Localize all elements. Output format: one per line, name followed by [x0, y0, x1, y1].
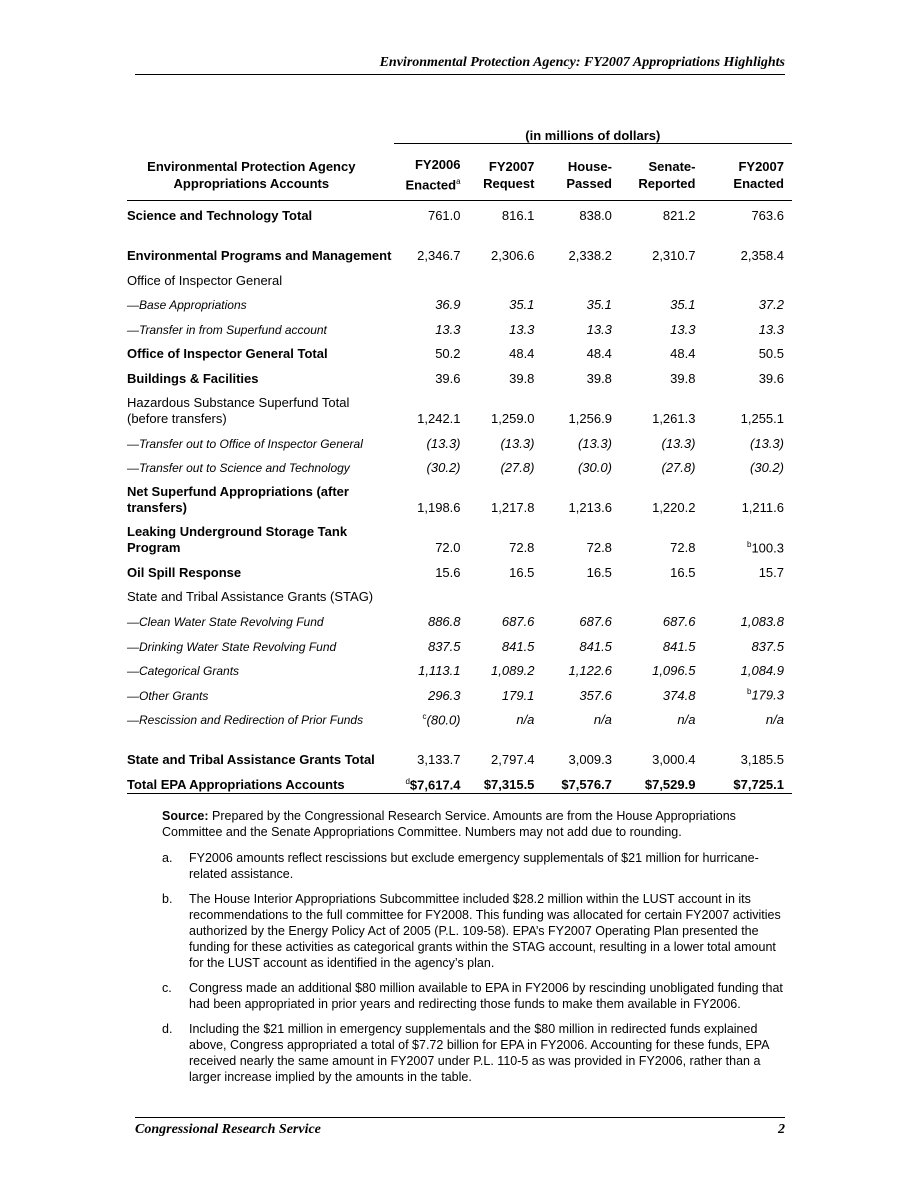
- cell-value: [394, 768, 461, 793]
- cell-value: [695, 362, 792, 387]
- cell-value: [695, 655, 792, 680]
- row-label: State and Tribal Assistance Grants Total: [127, 752, 375, 768]
- value-text: 36.9: [435, 297, 461, 313]
- value-text: (80.0): [426, 712, 461, 728]
- cell-value: [695, 605, 792, 630]
- value-text: (13.3): [750, 435, 784, 451]
- value-text: 687.6: [579, 613, 612, 629]
- value-text: n/a: [516, 712, 535, 728]
- cell-value: [461, 387, 535, 427]
- cell-value: [695, 452, 792, 477]
- cell-value: [461, 313, 535, 338]
- value-text: 2,310.7: [652, 248, 696, 263]
- value-text: 179.1: [501, 687, 535, 703]
- source-note: [162, 808, 788, 840]
- cell-value: [534, 728, 612, 768]
- row-label: Office of Inspector General Total: [127, 346, 328, 362]
- cell-value: [695, 224, 792, 264]
- value-text: 687.6: [501, 613, 535, 629]
- cell-value: [461, 338, 535, 363]
- row-label: Buildings & Facilities: [127, 370, 259, 386]
- value-text: 1,083.8: [740, 613, 784, 629]
- cell-value: [534, 581, 612, 606]
- value-text: 2,306.6: [491, 248, 535, 263]
- value-text: 15.6: [435, 564, 461, 580]
- cell-value: [461, 679, 535, 704]
- col-header-fy2006-enacted: FY2006 Enacted$^a$: [405, 157, 461, 193]
- page-footer: [135, 1117, 785, 1138]
- cell-value: [461, 704, 535, 729]
- value-text: $7,315.5: [483, 776, 535, 792]
- cell-value: [461, 427, 535, 452]
- row-label: —Categorical Grants: [127, 664, 240, 679]
- cell-value: [695, 516, 792, 556]
- cell-value: [461, 655, 535, 680]
- cell-value: [612, 476, 696, 516]
- cell-value: [695, 476, 792, 516]
- table-row: [127, 605, 792, 630]
- row-label: Net Superfund Appropriations (after transfers): [127, 484, 349, 516]
- footnote-b: b. The House Interior Appropriations Subcommittee included $28.2 million within the LUST account in its recommendations to the full committee for FY2008. This funding was allocated for certain FY2007 activities authorized by the Energy Policy Act of 2005 (P.L. 109-58). EPA’s FY2007 Operating Plan presented the funding for these activities as categorical grants within the STAG account, resulting in a lower total amount for the LUST account as identified in the agency’s plan.: [162, 892, 781, 970]
- value-text: 39.6: [758, 370, 784, 386]
- publisher: Congressional Research Service: [135, 1122, 321, 1137]
- value-text: 48.4: [670, 346, 696, 362]
- table-notes: [162, 808, 788, 1094]
- units-row: [127, 122, 792, 150]
- value-text: 13.3: [586, 321, 612, 337]
- col-header-account: Environmental Protection Agency Appropriations Accounts: [147, 159, 356, 191]
- value-text: 13.3: [509, 321, 535, 337]
- table-row: [127, 313, 792, 338]
- running-title: Environmental Protection Agency: FY2007 Appropriations Highlights: [379, 55, 785, 70]
- value-text: 3,000.4: [652, 752, 696, 768]
- column-header-row: [127, 150, 792, 201]
- value-text: (30.0): [577, 460, 612, 476]
- table-row: [127, 768, 792, 793]
- cell-value: [394, 679, 461, 704]
- value-text: 1,198.6: [417, 500, 461, 516]
- col-header-senate-reported: Senate-Reported: [638, 159, 696, 191]
- cell-value: [394, 556, 461, 581]
- value-text: 35.1: [509, 297, 535, 313]
- value-text: 1,122.6: [568, 663, 612, 679]
- value-text: 1,259.0: [491, 410, 535, 426]
- value-text: 48.4: [586, 346, 612, 362]
- cell-value: [695, 289, 792, 314]
- cell-value: [394, 728, 461, 768]
- cell-value: [394, 224, 461, 264]
- cell-value: [534, 704, 612, 729]
- value-text: 357.6: [579, 687, 612, 703]
- cell-value: [695, 768, 792, 793]
- cell-value: [612, 289, 696, 314]
- cell-value: [612, 516, 696, 556]
- value-text: (27.8): [500, 460, 535, 476]
- value-text: (13.3): [661, 435, 696, 451]
- value-text: 2,346.7: [417, 248, 461, 263]
- cell-value: [695, 679, 792, 704]
- value-text: 1,084.9: [740, 663, 784, 679]
- cell-value: [534, 362, 612, 387]
- footnote-d: d. Including the $21 million in emergency supplementals and the $80 million in redirected funds explained above, Congress appropriated a total of $7.72 billion for EPA in FY2006. Accounting for these funds, EPA received nearly the same amount in FY2007 under P.L. 110-5 as was provided in FY2006, rather than a larger increase implied by the amounts in the table.: [162, 1022, 769, 1084]
- cell-value: [534, 556, 612, 581]
- value-text: (13.3): [500, 435, 535, 451]
- col-header-fy2007-enacted: FY2007 Enacted: [733, 159, 784, 191]
- cell-value: [394, 313, 461, 338]
- cell-value: [534, 224, 612, 264]
- running-header: [135, 55, 785, 75]
- value-text: 1,113.1: [418, 663, 461, 679]
- value-text: 763.6: [751, 208, 784, 223]
- footnote-marker: b: [747, 539, 752, 549]
- table-row: [127, 387, 792, 427]
- cell-value: [394, 605, 461, 630]
- table-body: [127, 201, 792, 794]
- cell-value: [534, 201, 612, 225]
- value-text: $7,617.4: [409, 776, 461, 792]
- cell-value: [394, 427, 461, 452]
- cell-value: [534, 289, 612, 314]
- footnote-marker: b: [747, 687, 752, 697]
- table-row: [127, 679, 792, 704]
- cell-value: [695, 427, 792, 452]
- value-text: 837.5: [751, 638, 784, 654]
- cell-value: [612, 556, 696, 581]
- value-text: $7,529.9: [644, 776, 696, 792]
- value-text: 3,133.7: [417, 752, 461, 768]
- value-text: 16.5: [670, 564, 696, 580]
- table-row: [127, 655, 792, 680]
- row-label: —Transfer in from Superfund account: [127, 322, 327, 337]
- cell-value: [695, 556, 792, 581]
- value-text: 37.2: [758, 297, 784, 313]
- value-text: 35.1: [586, 297, 612, 313]
- value-text: 2,797.4: [491, 752, 535, 768]
- value-text: 35.1: [670, 297, 696, 313]
- cell-value: [461, 201, 535, 225]
- cell-value: [461, 630, 535, 655]
- value-text: 3,009.3: [568, 752, 612, 768]
- cell-value: [394, 452, 461, 477]
- value-text: 1,242.1: [417, 410, 461, 426]
- value-text: (13.3): [577, 435, 612, 451]
- table-row: [127, 556, 792, 581]
- table-row: [127, 224, 792, 264]
- value-text: $7,576.7: [561, 776, 612, 792]
- cell-value: [394, 630, 461, 655]
- value-text: 72.0: [435, 540, 461, 556]
- value-text: 841.5: [579, 638, 612, 654]
- cell-value: [612, 728, 696, 768]
- cell-value: [461, 476, 535, 516]
- row-label: —Transfer out to Office of Inspector General: [127, 436, 363, 451]
- cell-value: [612, 313, 696, 338]
- value-text: (30.2): [750, 460, 784, 476]
- value-text: 886.8: [427, 613, 461, 629]
- cell-value: [394, 289, 461, 314]
- col-header-fy2007-request: FY2007 Request: [483, 159, 535, 191]
- value-text: 821.2: [662, 208, 696, 223]
- cell-value: [612, 768, 696, 793]
- value-text: 15.7: [758, 564, 784, 580]
- row-label: State and Tribal Assistance Grants (STAG): [127, 589, 374, 605]
- cell-value: [534, 655, 612, 680]
- value-text: 837.5: [427, 638, 461, 654]
- cell-value: [612, 201, 696, 225]
- row-label: —Rescission and Redirection of Prior Funds: [127, 713, 364, 728]
- value-text: 687.6: [662, 613, 696, 629]
- row-label: Office of Inspector General: [127, 272, 283, 288]
- cell-value: [394, 201, 461, 225]
- table-row: [127, 704, 792, 729]
- footnote-marker: c: [422, 711, 427, 721]
- value-text: 3,185.5: [740, 752, 784, 768]
- value-text: 13.3: [670, 321, 696, 337]
- value-text: 50.2: [435, 346, 461, 362]
- value-text: 39.8: [670, 370, 696, 386]
- cell-value: [461, 224, 535, 264]
- cell-value: [394, 581, 461, 606]
- footnote-c: c. Congress made an additional $80 million available to EPA in FY2006 by rescinding unobligated funding that had been appropriated in prior years and redirecting those funds to make them available in FY2006.: [162, 981, 783, 1011]
- cell-value: [695, 704, 792, 729]
- row-label: Oil Spill Response: [127, 564, 242, 580]
- cell-value: [394, 264, 461, 289]
- row-label: Science and Technology Total: [127, 208, 313, 223]
- value-text: 72.8: [586, 540, 612, 556]
- value-text: 179.3: [751, 687, 784, 703]
- cell-value: [534, 338, 612, 363]
- cell-value: [695, 630, 792, 655]
- footnote-a: a. FY2006 amounts reflect rescissions but exclude emergency supplementals of $21 million for hurricane-related assistance.: [162, 851, 759, 881]
- value-text: 816.1: [501, 208, 535, 223]
- value-text: n/a: [677, 712, 696, 728]
- cell-value: [461, 605, 535, 630]
- source-text: Prepared by the Congressional Research Service. Amounts are from the House Appropriations Committee and the Senate Appropriations Committee. Numbers may not add due to rounding.: [162, 809, 736, 839]
- table-row: [127, 264, 792, 289]
- cell-value: [534, 427, 612, 452]
- value-text: 13.3: [435, 321, 461, 337]
- cell-value: [534, 452, 612, 477]
- value-text: 72.8: [670, 540, 696, 556]
- value-text: 48.4: [509, 346, 535, 362]
- value-text: 13.3: [758, 321, 784, 337]
- table-row: [127, 516, 792, 556]
- value-text: 39.6: [435, 370, 461, 386]
- value-text: 1,096.5: [652, 663, 696, 679]
- cell-value: [612, 679, 696, 704]
- cell-value: [394, 387, 461, 427]
- value-text: 2,358.4: [740, 248, 784, 263]
- table-row: [127, 289, 792, 314]
- row-label: Environmental Programs and Management: [127, 248, 392, 263]
- table-row: [127, 338, 792, 363]
- cell-value: [534, 630, 612, 655]
- value-text: 838.0: [579, 208, 612, 223]
- cell-value: [394, 338, 461, 363]
- value-text: 1,220.2: [652, 500, 696, 516]
- table-row: [127, 427, 792, 452]
- row-label: —Transfer out to Science and Technology: [127, 461, 350, 476]
- table-row: [127, 476, 792, 516]
- cell-value: [394, 655, 461, 680]
- row-label: Hazardous Substance Superfund Total (before transfers): [127, 394, 350, 426]
- value-text: (27.8): [661, 460, 696, 476]
- row-label: —Base Appropriations: [127, 298, 247, 313]
- cell-value: [612, 452, 696, 477]
- cell-value: [534, 605, 612, 630]
- value-text: 1,211.6: [741, 500, 784, 516]
- row-label: —Drinking Water State Revolving Fund: [127, 639, 337, 654]
- cell-value: [534, 313, 612, 338]
- value-text: (30.2): [426, 460, 461, 476]
- cell-value: [612, 264, 696, 289]
- value-text: 16.5: [586, 564, 612, 580]
- cell-value: [534, 768, 612, 793]
- cell-value: [461, 516, 535, 556]
- table-row: [127, 201, 792, 225]
- cell-value: [534, 387, 612, 427]
- row-label: —Clean Water State Revolving Fund: [127, 614, 324, 629]
- cell-value: [695, 338, 792, 363]
- cell-value: [394, 516, 461, 556]
- cell-value: [612, 362, 696, 387]
- value-text: 841.5: [501, 638, 535, 654]
- value-text: 1,256.9: [568, 410, 612, 426]
- footnote-marker: d: [405, 776, 410, 786]
- cell-value: [612, 704, 696, 729]
- value-text: $7,725.1: [733, 776, 784, 792]
- cell-value: [461, 289, 535, 314]
- cell-value: [394, 476, 461, 516]
- cell-value: [612, 338, 696, 363]
- cell-value: [695, 728, 792, 768]
- cell-value: [461, 728, 535, 768]
- value-text: 374.8: [662, 687, 696, 703]
- value-text: 1,213.6: [568, 500, 612, 516]
- table-row: [127, 630, 792, 655]
- cell-value: [695, 581, 792, 606]
- cell-value: [612, 605, 696, 630]
- cell-value: [612, 224, 696, 264]
- row-label: Leaking Underground Storage Tank Program: [127, 524, 348, 556]
- cell-value: [394, 362, 461, 387]
- source-label: Source:: [162, 809, 209, 823]
- appropriations-table: [127, 122, 792, 794]
- value-text: 16.5: [509, 564, 535, 580]
- value-text: 296.3: [427, 687, 461, 703]
- value-text: 39.8: [509, 370, 535, 386]
- value-text: n/a: [593, 712, 612, 728]
- cell-value: [695, 201, 792, 225]
- row-label: —Other Grants: [127, 688, 209, 703]
- cell-value: [534, 679, 612, 704]
- cell-value: [461, 581, 535, 606]
- value-text: 2,338.2: [568, 248, 612, 263]
- value-text: 1,261.3: [652, 410, 696, 426]
- cell-value: [695, 387, 792, 427]
- cell-value: [612, 630, 696, 655]
- cell-value: [461, 452, 535, 477]
- cell-value: [695, 264, 792, 289]
- value-text: (13.3): [426, 435, 461, 451]
- appropriations-table-wrap: [127, 122, 792, 794]
- cell-value: [612, 387, 696, 427]
- value-text: 841.5: [662, 638, 696, 654]
- cell-value: [695, 313, 792, 338]
- row-label: Total EPA Appropriations Accounts: [127, 768, 394, 793]
- value-text: 72.8: [509, 540, 535, 556]
- cell-value: [612, 427, 696, 452]
- cell-value: [461, 768, 535, 793]
- page-number: 2: [778, 1122, 785, 1137]
- cell-value: [461, 556, 535, 581]
- value-text: 1,255.1: [740, 410, 784, 426]
- value-text: n/a: [765, 712, 784, 728]
- cell-value: [534, 264, 612, 289]
- cell-value: [394, 704, 461, 729]
- cell-value: [612, 655, 696, 680]
- col-header-house-passed: House-Passed: [566, 159, 612, 191]
- value-text: 100.3: [751, 540, 784, 556]
- cell-value: [534, 516, 612, 556]
- value-text: 39.8: [586, 370, 612, 386]
- value-text: 1,089.2: [491, 663, 535, 679]
- cell-value: [461, 362, 535, 387]
- value-text: 761.0: [427, 208, 461, 223]
- table-row: [127, 581, 792, 606]
- value-text: 50.5: [758, 346, 784, 362]
- cell-value: [612, 581, 696, 606]
- table-row: [127, 452, 792, 477]
- cell-value: [534, 476, 612, 516]
- footnote-marker: a: [456, 177, 461, 187]
- cell-value: [461, 264, 535, 289]
- units-label: (in millions of dollars): [394, 128, 792, 144]
- table-row: [127, 728, 792, 768]
- table-row: [127, 362, 792, 387]
- value-text: 1,217.8: [491, 500, 535, 516]
